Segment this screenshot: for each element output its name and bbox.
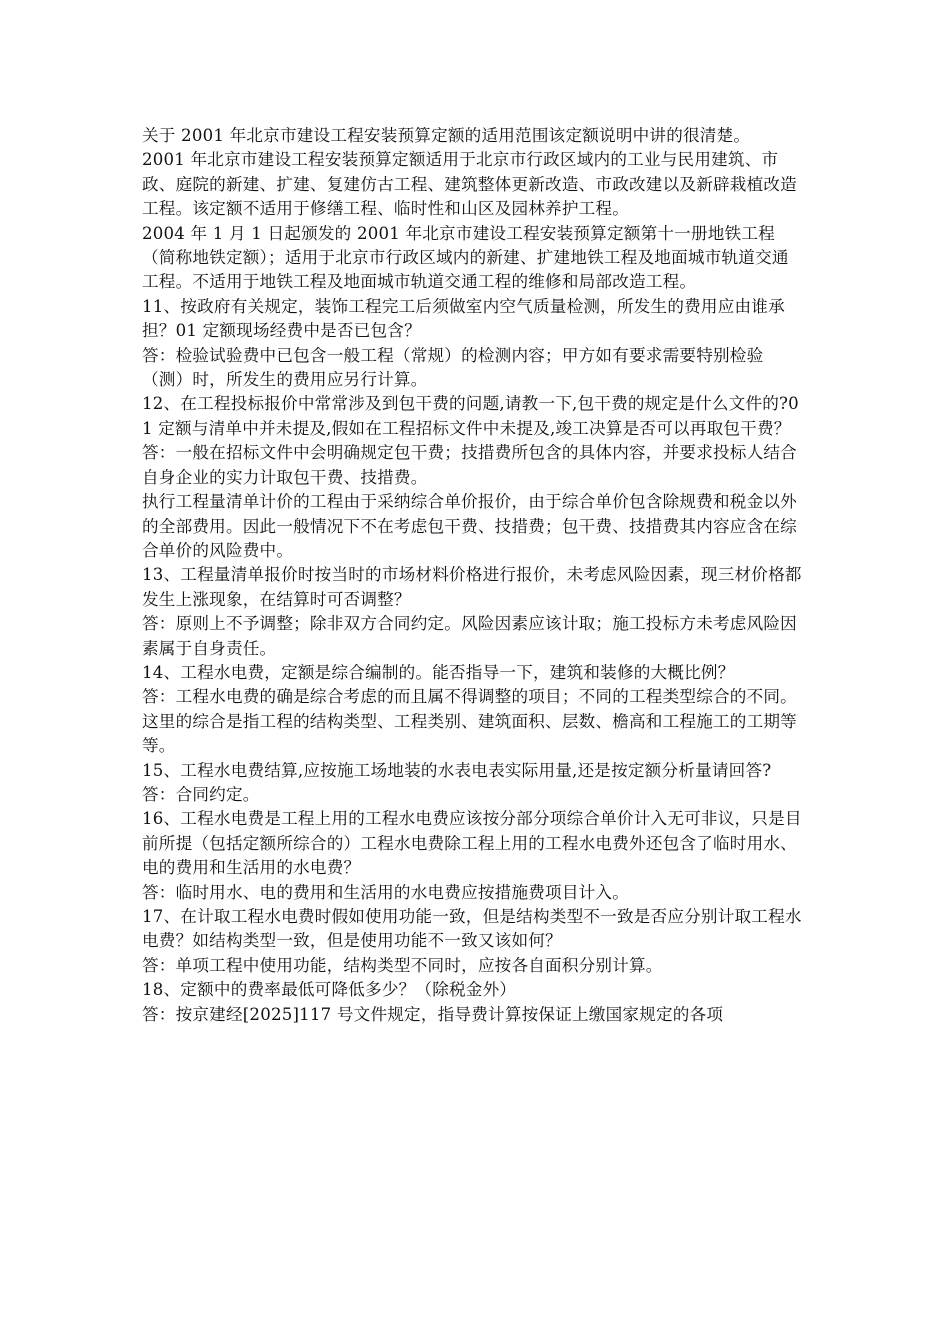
answer-13: 答：原则上不予调整；除非双方合同约定。风险因素应该计取；施工投标方未考虑风险因素属于自身责任。 [142, 614, 797, 658]
question-13: 13、工程量清单报价时按当时的市场材料价格进行报价，未考虑风险因素，现三材价格都发生上涨现象，在结算时可否调整？ [142, 565, 802, 609]
paragraph-scope: 2001 年北京市建设工程安装预算定额适用于北京市行政区域内的工业与民用建筑、市政、庭院的新建、扩建、复建仿古工程、建筑整体更新改造、市政改建以及新辟栽植改造工程。该定额不适用于修缮工程、临时性和山区及园林养护工程。 [142, 150, 797, 219]
question-12: 12、在工程投标报价中常常涉及到包干费的问题,请教一下,包干费的规定是什么文件的?01 定额与清单中并未提及,假如在工程招标文件中未提及,竣工决算是否可以再取包干费？ [142, 394, 799, 438]
answer-17: 答：单项工程中使用功能，结构类型不同时，应按各自面积分别计算。 [142, 955, 663, 975]
question-18: 18、定额中的费率最低可降低多少？（除税金外） [142, 980, 517, 1000]
answer-14: 答：工程水电费的确是综合考虑的而且属不得调整的项目；不同的工程类型综合的不同。这里的综合是指工程的结构类型、工程类别、建筑面积、层数、檐高和工程施工的工期等等。 [142, 687, 797, 756]
answer-12-continued: 执行工程量清单计价的工程由于采纳综合单价报价，由于综合单价包含除规费和税金以外的全部费用。因此一般情况下不在考虑包干费、技措费；包干费、技措费其内容应含在综合单价的风险费中。 [142, 492, 797, 560]
answer-15: 答：合同约定。 [142, 784, 260, 804]
paragraph-subway-quota: 2004 年 1 月 1 日起颁发的 2001 年北京市建设工程安装预算定额第十一册地铁工程（简称地铁定额）；适用于北京市行政区域内的新建、扩建地铁工程及地面城市轨道交通工程。不适用于地铁工程及地面城市轨道交通工程的维修和局部改造工程。 [142, 223, 789, 292]
question-17: 17、在计取工程水电费时假如使用功能一致，但是结构类型不一致是否应分别计取工程水电费？如结构类型一致，但是使用功能不一致又该如何？ [142, 907, 802, 951]
document-body [142, 124, 802, 1027]
question-15: 15、工程水电费结算,应按施工场地装的水表电表实际用量,还是按定额分析量请回答? [142, 760, 772, 780]
answer-16: 答：临时用水、电的费用和生活用的水电费应按措施费项目计入。 [142, 882, 630, 902]
paragraph-intro: 关于 2001 年北京市建设工程安装预算定额的适用范围该定额说明中讲的很清楚。 [142, 126, 751, 145]
question-11: 11、按政府有关规定，装饰工程完工后须做室内空气质量检测，所发生的费用应由谁承担？01 定额现场经费中是否已包含？ [142, 296, 785, 341]
question-14: 14、工程水电费，定额是综合编制的。能否指导一下，建筑和装修的大概比例？ [142, 662, 735, 682]
answer-12: 答：一般在招标文件中会明确规定包干费；技措费所包含的具体内容，并要求投标人结合自身企业的实力计取包干费、技措费。 [142, 443, 797, 487]
answer-11: 答：检验试验费中已包含一般工程（常规）的检测内容；甲方如有要求需要特别检验（测）时，所发生的费用应另行计算。 [142, 345, 764, 390]
answer-18: 答：按京建经[2025]117 号文件规定，指导费计算按保证上缴国家规定的各项 [142, 1004, 724, 1024]
question-16: 16、工程水电费是工程上用的工程水电费应该按分部分项综合单价计入无可非议，只是目前所提（包括定额所综合的）工程水电费除工程上用的工程水电费外还包含了临时用水、电的费用和生活用的水电费？ [142, 809, 802, 878]
